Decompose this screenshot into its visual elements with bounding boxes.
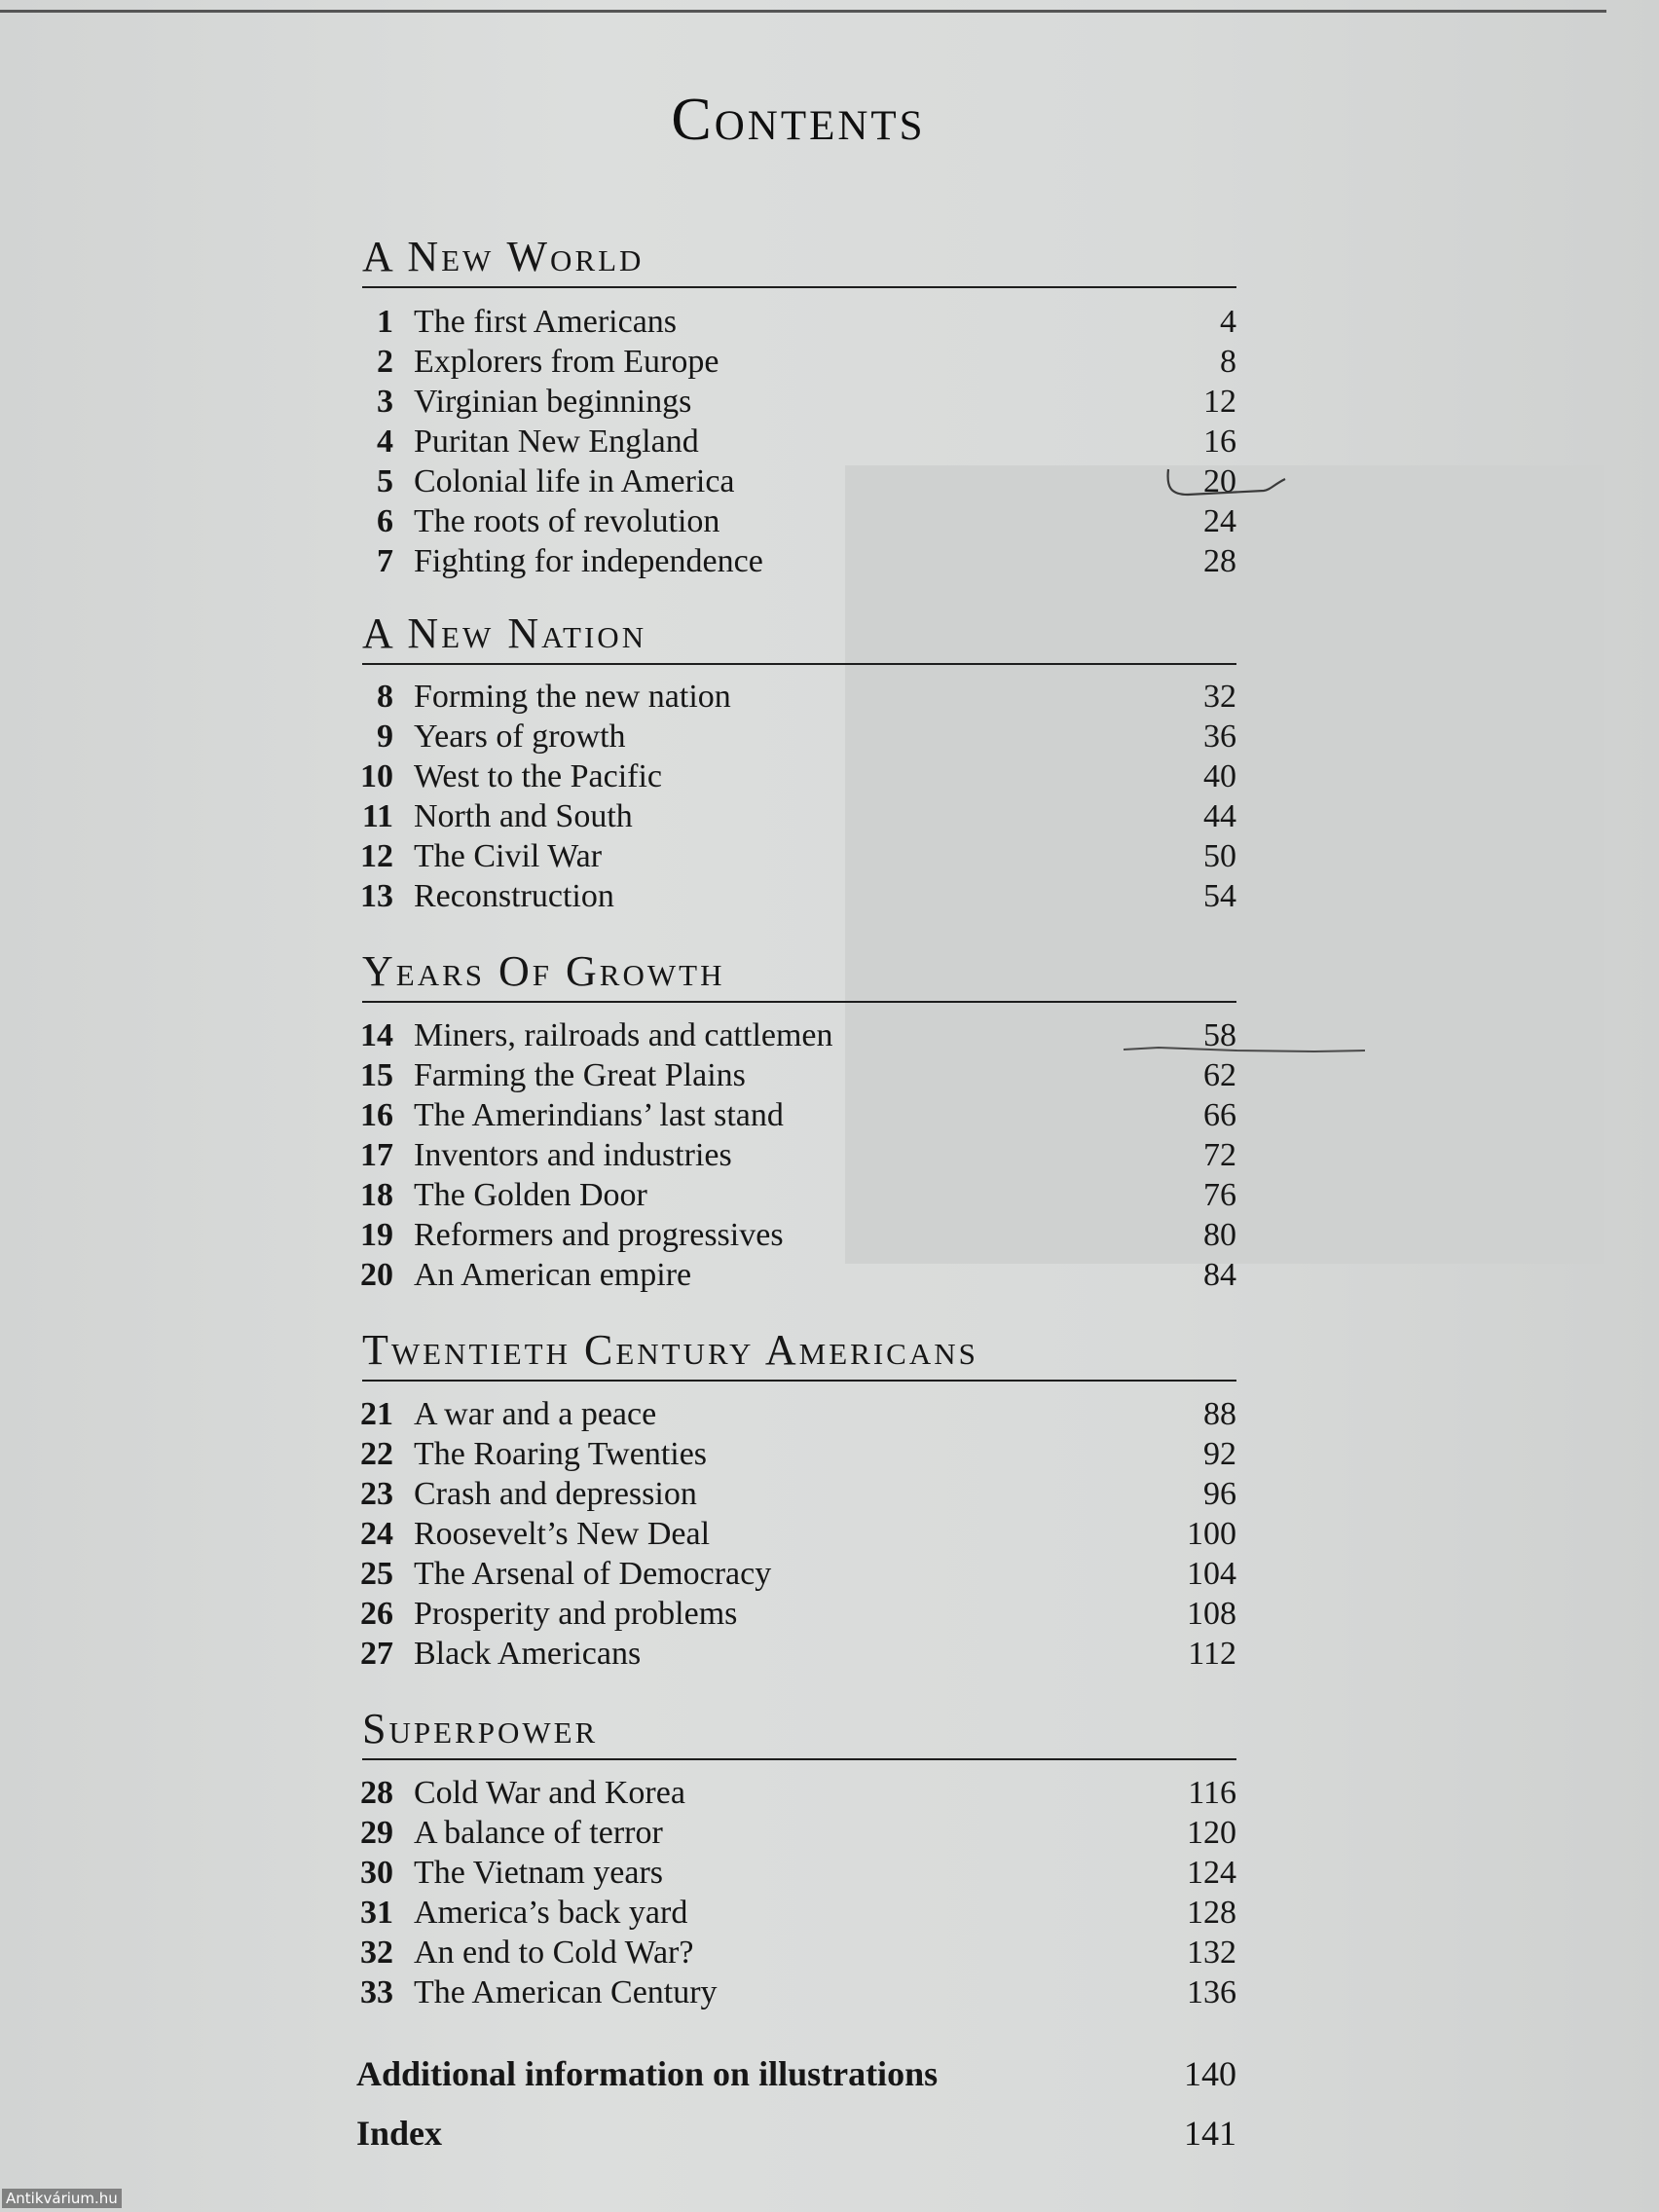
toc-entry[interactable] xyxy=(350,1055,1236,1095)
page-number: 96 xyxy=(1203,1476,1236,1512)
section-entries xyxy=(350,1015,1236,1295)
section-heading: Twentieth Century Americans xyxy=(362,1325,1236,1382)
section-heading: Superpower xyxy=(362,1704,1236,1760)
chapter-title: Explorers from Europe xyxy=(414,344,719,380)
chapter-title: America’s back yard xyxy=(414,1895,688,1931)
toc-entry[interactable] xyxy=(350,1135,1236,1175)
chapter-title: Colonial life in America xyxy=(414,463,735,499)
page-number: 44 xyxy=(1203,798,1236,834)
chapter-number: 11 xyxy=(361,798,393,834)
chapter-number: 23 xyxy=(360,1476,393,1512)
toc-entry[interactable] xyxy=(350,1634,1236,1674)
section-heading: A New Nation xyxy=(362,608,1236,665)
chapter-title: Inventors and industries xyxy=(414,1137,732,1173)
toc-entry[interactable] xyxy=(350,876,1236,916)
page-number: 58 xyxy=(1203,1017,1236,1053)
page-number: 100 xyxy=(1187,1516,1236,1552)
chapter-title: Reformers and progressives xyxy=(414,1217,784,1253)
section-entries xyxy=(350,302,1236,581)
section-entries xyxy=(350,1773,1236,2012)
toc-entry[interactable] xyxy=(350,836,1236,876)
toc-entry[interactable] xyxy=(350,1015,1236,1055)
page-number: 112 xyxy=(1188,1636,1236,1672)
toc-entry[interactable] xyxy=(350,1972,1236,2012)
toc-entry[interactable] xyxy=(350,1255,1236,1295)
chapter-number: 25 xyxy=(360,1556,393,1592)
chapter-title: Black Americans xyxy=(414,1636,642,1672)
page-number: 50 xyxy=(1203,838,1236,874)
chapter-number: 27 xyxy=(360,1636,393,1672)
toc-entry[interactable] xyxy=(350,756,1236,796)
page-number: 108 xyxy=(1187,1596,1236,1632)
page-number: 88 xyxy=(1203,1396,1236,1432)
page-number: 84 xyxy=(1203,1257,1236,1293)
toc-entry[interactable] xyxy=(350,342,1236,382)
toc-entry[interactable] xyxy=(350,1434,1236,1474)
chapter-title: The Golden Door xyxy=(414,1177,647,1213)
page-number: 12 xyxy=(1203,384,1236,420)
chapter-title: Puritan New England xyxy=(414,424,699,460)
chapter-number: 17 xyxy=(360,1137,393,1173)
chapter-number: 24 xyxy=(360,1516,393,1552)
page-number: 20 xyxy=(1203,463,1236,499)
page-number: 141 xyxy=(1184,2114,1236,2153)
chapter-title: Fighting for independence xyxy=(414,543,763,579)
page-number: 104 xyxy=(1187,1556,1236,1592)
toc-entry[interactable] xyxy=(350,461,1236,501)
chapter-number: 4 xyxy=(377,424,393,460)
chapter-number: 10 xyxy=(360,758,393,794)
chapter-number: 16 xyxy=(360,1097,393,1133)
chapter-number: 3 xyxy=(377,384,393,420)
chapter-number: 29 xyxy=(360,1815,393,1851)
chapter-title: The roots of revolution xyxy=(414,503,720,539)
page-number: 54 xyxy=(1203,878,1236,914)
toc-entry[interactable] xyxy=(350,422,1236,461)
pencil-mark xyxy=(1120,1042,1373,1061)
chapter-title: The Roaring Twenties xyxy=(414,1436,708,1472)
chapter-title: A balance of terror xyxy=(414,1815,663,1851)
page-number: 128 xyxy=(1187,1895,1236,1931)
toc-entry[interactable] xyxy=(350,1514,1236,1554)
section-heading: A New World xyxy=(362,232,1236,288)
chapter-title: Years of growth xyxy=(414,719,626,755)
section-heading: Years Of Growth xyxy=(362,946,1236,1003)
chapter-number: 8 xyxy=(377,679,393,715)
toc-entry[interactable] xyxy=(350,501,1236,541)
chapter-number: 18 xyxy=(360,1177,393,1213)
toc-entry[interactable] xyxy=(350,1773,1236,1813)
toc-entry[interactable] xyxy=(350,1394,1236,1434)
page-number: 66 xyxy=(1203,1097,1236,1133)
chapter-title: The Amerindians’ last stand xyxy=(414,1097,784,1133)
page-number: 76 xyxy=(1203,1177,1236,1213)
chapter-number: 14 xyxy=(360,1017,393,1053)
chapter-number: 7 xyxy=(377,543,393,579)
extra-title: Additional information on illustrations xyxy=(356,2054,939,2093)
chapter-number: 1 xyxy=(377,304,393,340)
chapter-number: 12 xyxy=(360,838,393,874)
chapter-title: Reconstruction xyxy=(414,878,614,914)
toc-entry[interactable] xyxy=(350,1893,1236,1933)
chapter-title: North and South xyxy=(414,798,633,834)
toc-entry[interactable] xyxy=(350,541,1236,581)
chapter-title: Forming the new nation xyxy=(414,679,731,715)
page-number: 116 xyxy=(1188,1775,1236,1811)
top-rule xyxy=(0,10,1606,13)
toc-entry[interactable] xyxy=(350,796,1236,836)
chapter-number: 30 xyxy=(360,1855,393,1891)
toc-extra-entry[interactable] xyxy=(356,2049,1236,2098)
toc-entry[interactable] xyxy=(350,717,1236,756)
page-number: 72 xyxy=(1203,1137,1236,1173)
pencil-mark xyxy=(1149,458,1305,506)
page-number: 24 xyxy=(1203,503,1236,539)
chapter-title: Roosevelt’s New Deal xyxy=(414,1516,711,1552)
chapter-number: 6 xyxy=(377,503,393,539)
toc-extra-entry[interactable] xyxy=(356,2109,1236,2157)
chapter-title: Cold War and Korea xyxy=(414,1775,685,1811)
chapter-number: 15 xyxy=(360,1057,393,1093)
toc-entry[interactable] xyxy=(350,1095,1236,1135)
chapter-number: 13 xyxy=(360,878,393,914)
toc-entry[interactable] xyxy=(350,302,1236,342)
chapter-title: The Vietnam years xyxy=(414,1855,664,1891)
chapter-title: An end to Cold War? xyxy=(414,1935,694,1971)
chapter-title: The first Americans xyxy=(414,304,678,340)
chapter-number: 5 xyxy=(377,463,393,499)
chapter-number: 26 xyxy=(360,1596,393,1632)
chapter-title: The American Century xyxy=(414,1974,718,2010)
page-number: 16 xyxy=(1203,424,1236,460)
toc-entry[interactable] xyxy=(350,677,1236,717)
chapter-number: 21 xyxy=(360,1396,393,1432)
chapter-number: 19 xyxy=(360,1217,393,1253)
page-title: Contents xyxy=(671,87,926,153)
page-number: 28 xyxy=(1203,543,1236,579)
toc-entry[interactable] xyxy=(350,1215,1236,1255)
chapter-number: 2 xyxy=(377,344,393,380)
toc-entry[interactable] xyxy=(350,1554,1236,1594)
watermark: Antikvárium.hu xyxy=(2,2189,122,2208)
chapter-title: West to the Pacific xyxy=(414,758,663,794)
toc-entry[interactable] xyxy=(350,1933,1236,1972)
page-number: 62 xyxy=(1203,1057,1236,1093)
page-number: 120 xyxy=(1187,1815,1236,1851)
page-number: 36 xyxy=(1203,719,1236,755)
chapter-number: 33 xyxy=(360,1974,393,2010)
toc-entry[interactable] xyxy=(350,1175,1236,1215)
chapter-number: 9 xyxy=(377,719,393,755)
page-number: 124 xyxy=(1187,1855,1236,1891)
chapter-title: Farming the Great Plains xyxy=(414,1057,746,1093)
page-number: 92 xyxy=(1203,1436,1236,1472)
chapter-title: Crash and depression xyxy=(414,1476,697,1512)
toc-entry[interactable] xyxy=(350,1594,1236,1634)
chapter-title: The Arsenal of Democracy xyxy=(414,1556,772,1592)
chapter-number: 31 xyxy=(360,1895,393,1931)
page-number: 132 xyxy=(1187,1935,1236,1971)
page-number: 40 xyxy=(1203,758,1236,794)
chapter-number: 20 xyxy=(360,1257,393,1293)
chapter-number: 22 xyxy=(360,1436,393,1472)
chapter-title: Miners, railroads and cattlemen xyxy=(414,1017,833,1053)
toc-entry[interactable] xyxy=(350,1474,1236,1514)
page-number: 136 xyxy=(1187,1974,1236,2010)
chapter-title: The Civil War xyxy=(414,838,603,874)
section-entries xyxy=(350,677,1236,916)
toc-entry[interactable] xyxy=(350,1853,1236,1893)
toc-entry[interactable] xyxy=(350,382,1236,422)
chapter-title: Virginian beginnings xyxy=(414,384,692,420)
chapter-title: An American empire xyxy=(414,1257,692,1293)
page-number: 4 xyxy=(1220,304,1236,340)
page-number: 140 xyxy=(1184,2054,1236,2093)
page-number: 32 xyxy=(1203,679,1236,715)
page-number: 8 xyxy=(1220,344,1236,380)
chapter-title: Prosperity and problems xyxy=(414,1596,738,1632)
chapter-number: 28 xyxy=(360,1775,393,1811)
chapter-number: 32 xyxy=(360,1935,393,1971)
section-entries xyxy=(350,1394,1236,1674)
page-number: 80 xyxy=(1203,1217,1236,1253)
extra-title: Index xyxy=(356,2114,443,2153)
chapter-title: A war and a peace xyxy=(414,1396,657,1432)
toc-entry[interactable] xyxy=(350,1813,1236,1853)
